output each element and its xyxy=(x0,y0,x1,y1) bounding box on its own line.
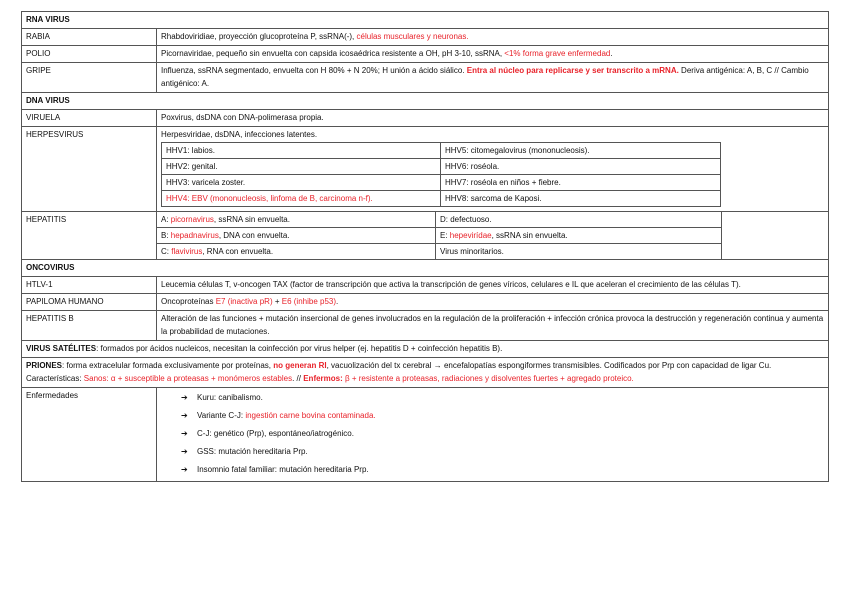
hhv-cell: HHV5: citomegalovirus (mononucleosis). xyxy=(441,143,721,159)
hhv-row xyxy=(162,143,721,159)
hhv-row xyxy=(162,159,721,175)
highlight-text: no generan RI xyxy=(273,361,327,370)
row-label: GRIPE xyxy=(22,63,157,93)
row-description xyxy=(157,294,829,311)
text-span: , RNA con envuelta. xyxy=(202,247,274,256)
text-span: B: xyxy=(161,231,171,240)
row-description: Alteración de las funciones + mutación insercional de genes involucrados en la regulación de la proliferación + infección crónica provoca la destrucción y regeneración continua y aumenta la probabilidad de mutaciones. xyxy=(157,311,829,341)
highlight-text: células musculares y neuronas. xyxy=(356,32,469,41)
table-row xyxy=(22,277,829,294)
priones-row xyxy=(22,358,829,388)
text-span: , vacuolización del tx cerebral → encefalopatías espongiformes transmisibles. Codificados por Prp con capacidad de ligar Cu. Características: xyxy=(26,361,772,383)
text-span: A: xyxy=(161,215,171,224)
row-label: VIRUELA xyxy=(22,110,157,127)
table-row xyxy=(22,358,829,388)
herpes-description: Herpesviridae, dsDNA, infecciones latentes. xyxy=(161,130,318,139)
highlight-text: E6 (inhibe p53) xyxy=(281,297,337,306)
row-label: RABIA xyxy=(22,29,157,46)
row-label: POLIO xyxy=(22,46,157,63)
table-row xyxy=(22,294,829,311)
highlight-text: flavivirus xyxy=(171,247,203,256)
text-span: , ssRNA sin envuelta. xyxy=(213,215,290,224)
hhv-cell: HHV8: sarcoma de Kaposi. xyxy=(441,191,721,207)
text-span: Picornaviridae, pequeño sin envuelta con capsida icosaédrica resistente a OH, pH 3-10, ssRNA, xyxy=(161,49,505,58)
section-row-onco xyxy=(22,260,829,277)
row-description: Leucemia células T, v-oncogen TAX (factor de transcripción que activa la transcripción de genes víricos, celulares e IL que aceleran el crecimiento de las células T). xyxy=(157,277,829,294)
list-item xyxy=(181,407,824,425)
hepatitis-cell xyxy=(157,212,436,228)
table-row xyxy=(22,311,829,341)
highlight-text: Entra al núcleo para replicarse y ser transcrito a mRNA. xyxy=(466,66,679,75)
hepatitis-cell xyxy=(436,228,722,244)
hepatitis-cell xyxy=(157,244,436,260)
text-span: . xyxy=(336,297,339,306)
row-description xyxy=(157,388,829,482)
text-span: E: xyxy=(440,231,450,240)
highlight-text: Sanos: α + susceptible a proteasas + monómeros estables xyxy=(83,374,293,383)
arrow-bullet-icon: ➔ xyxy=(181,429,188,438)
hhv-row xyxy=(162,175,721,191)
text-span: + xyxy=(272,297,282,306)
text-span: Variante C-J: xyxy=(197,411,246,420)
priones-title: PRIONES xyxy=(26,361,63,370)
arrow-bullet-icon: ➔ xyxy=(181,447,188,456)
hepatitis-cell: D: defectuoso. xyxy=(436,212,722,228)
hepatitis-row xyxy=(157,244,722,260)
text-span: Kuru: canibalismo. xyxy=(197,393,263,402)
hhv-row xyxy=(162,191,721,207)
row-label: HEPATITIS xyxy=(22,212,157,260)
section-row-rna xyxy=(22,12,829,29)
row-description: Poxvirus, dsDNA con DNA-polimerasa propia. xyxy=(157,110,829,127)
highlight-text: hepevirídae xyxy=(449,231,492,240)
table-row xyxy=(22,110,829,127)
text-span: : formados por ácidos nucleicos, necesitan la coinfección por virus helper (ej. hepatitis D + coinfección hepatitis B). xyxy=(96,344,503,353)
hhv-cell: HHV1: labios. xyxy=(162,143,441,159)
hepatitis-row xyxy=(157,228,722,244)
text-span: Rhabdoviridiae, proyección glucoproteína P, ssRNA(-), xyxy=(161,32,357,41)
highlight-text: β + resistente a proteasas, radiaciones y disolventes fuertes + agregado proteico. xyxy=(342,374,634,383)
arrow-bullet-icon: ➔ xyxy=(181,393,188,402)
section-row-dna xyxy=(22,93,829,110)
row-description xyxy=(157,29,829,46)
row-description xyxy=(157,212,829,260)
table-row xyxy=(22,341,829,358)
section-header-dna: DNA VIRUS xyxy=(22,93,829,110)
hhv-cell: HHV7: roséola en niños + fiebre. xyxy=(441,175,721,191)
hepatitis-cell: Virus minoritarios. xyxy=(436,244,722,260)
text-span: C: xyxy=(161,247,172,256)
hhv-cell: HHV2: genital. xyxy=(162,159,441,175)
arrow-bullet-icon: ➔ xyxy=(181,411,188,420)
text-span: C-J: genético (Prp), espontáneo/iatrogénico. xyxy=(197,429,354,438)
row-label: HEPATITIS B xyxy=(22,311,157,341)
row-label: HERPESVIRUS xyxy=(22,127,157,212)
text-span: . xyxy=(610,49,613,58)
row-description xyxy=(157,63,829,93)
table-row xyxy=(22,63,829,93)
highlight-text: <1% forma grave enfermedad xyxy=(504,49,611,58)
text-span: : forma extracelular formada exclusivamente por proteínas, xyxy=(62,361,274,370)
text-span: , DNA con envuelta. xyxy=(218,231,290,240)
table-row xyxy=(22,212,829,260)
satelites-title: VIRUS SATÉLITES xyxy=(26,344,97,353)
text-span: Influenza, ssRNA segmentado, envuelta con H 80% + N 20%; H unión a ácido siálico. xyxy=(161,66,467,75)
arrow-bullet-icon: ➔ xyxy=(181,465,188,474)
row-description xyxy=(157,46,829,63)
text-span: Insomnio fatal familiar: mutación hereditaria Prp. xyxy=(197,465,369,474)
row-label: PAPILOMA HUMANO xyxy=(22,294,157,311)
list-item xyxy=(181,443,824,461)
highlight-text: ingestión carne bovina contaminada. xyxy=(245,411,376,420)
table-row xyxy=(22,388,829,482)
text-span: . // xyxy=(292,374,304,383)
hepatitis-table xyxy=(157,212,722,259)
hepatitis-cell xyxy=(157,228,436,244)
hhv-table xyxy=(161,142,721,207)
text-span: Oncoproteínas xyxy=(161,297,216,306)
row-label: Enfermedades xyxy=(22,388,157,482)
highlight-text: Enfermos: xyxy=(303,374,343,383)
enfermedades-list xyxy=(161,389,824,479)
table-row xyxy=(22,46,829,63)
row-label: HTLV-1 xyxy=(22,277,157,294)
section-header-rna: RNA VIRUS xyxy=(22,12,829,29)
text-span: GSS: mutación hereditaria Prp. xyxy=(197,447,308,456)
virus-summary-table xyxy=(21,11,829,482)
text-span: , ssRNA sin envuelta. xyxy=(491,231,568,240)
satelites-row xyxy=(22,341,829,358)
text-span: Deriva antigénica: A, B, C // Cambio antigénico: A. xyxy=(161,66,809,88)
highlight-text: hepadnavirus xyxy=(170,231,219,240)
table-row xyxy=(22,127,829,212)
table-row xyxy=(22,29,829,46)
list-item xyxy=(181,461,824,479)
highlight-text: picornavirus xyxy=(170,215,214,224)
list-item xyxy=(181,425,824,443)
section-header-onco: ONCOVIRUS xyxy=(22,260,829,277)
list-item xyxy=(181,389,824,407)
hhv-cell: HHV3: varicela zoster. xyxy=(162,175,441,191)
highlight-text: E7 (inactiva pR) xyxy=(215,297,273,306)
row-description xyxy=(157,127,829,212)
hhv-cell: HHV4: EBV (mononucleosis, linfoma de B, carcinoma n-f). xyxy=(162,191,441,207)
hhv-cell: HHV6: roséola. xyxy=(441,159,721,175)
hepatitis-row xyxy=(157,212,722,228)
